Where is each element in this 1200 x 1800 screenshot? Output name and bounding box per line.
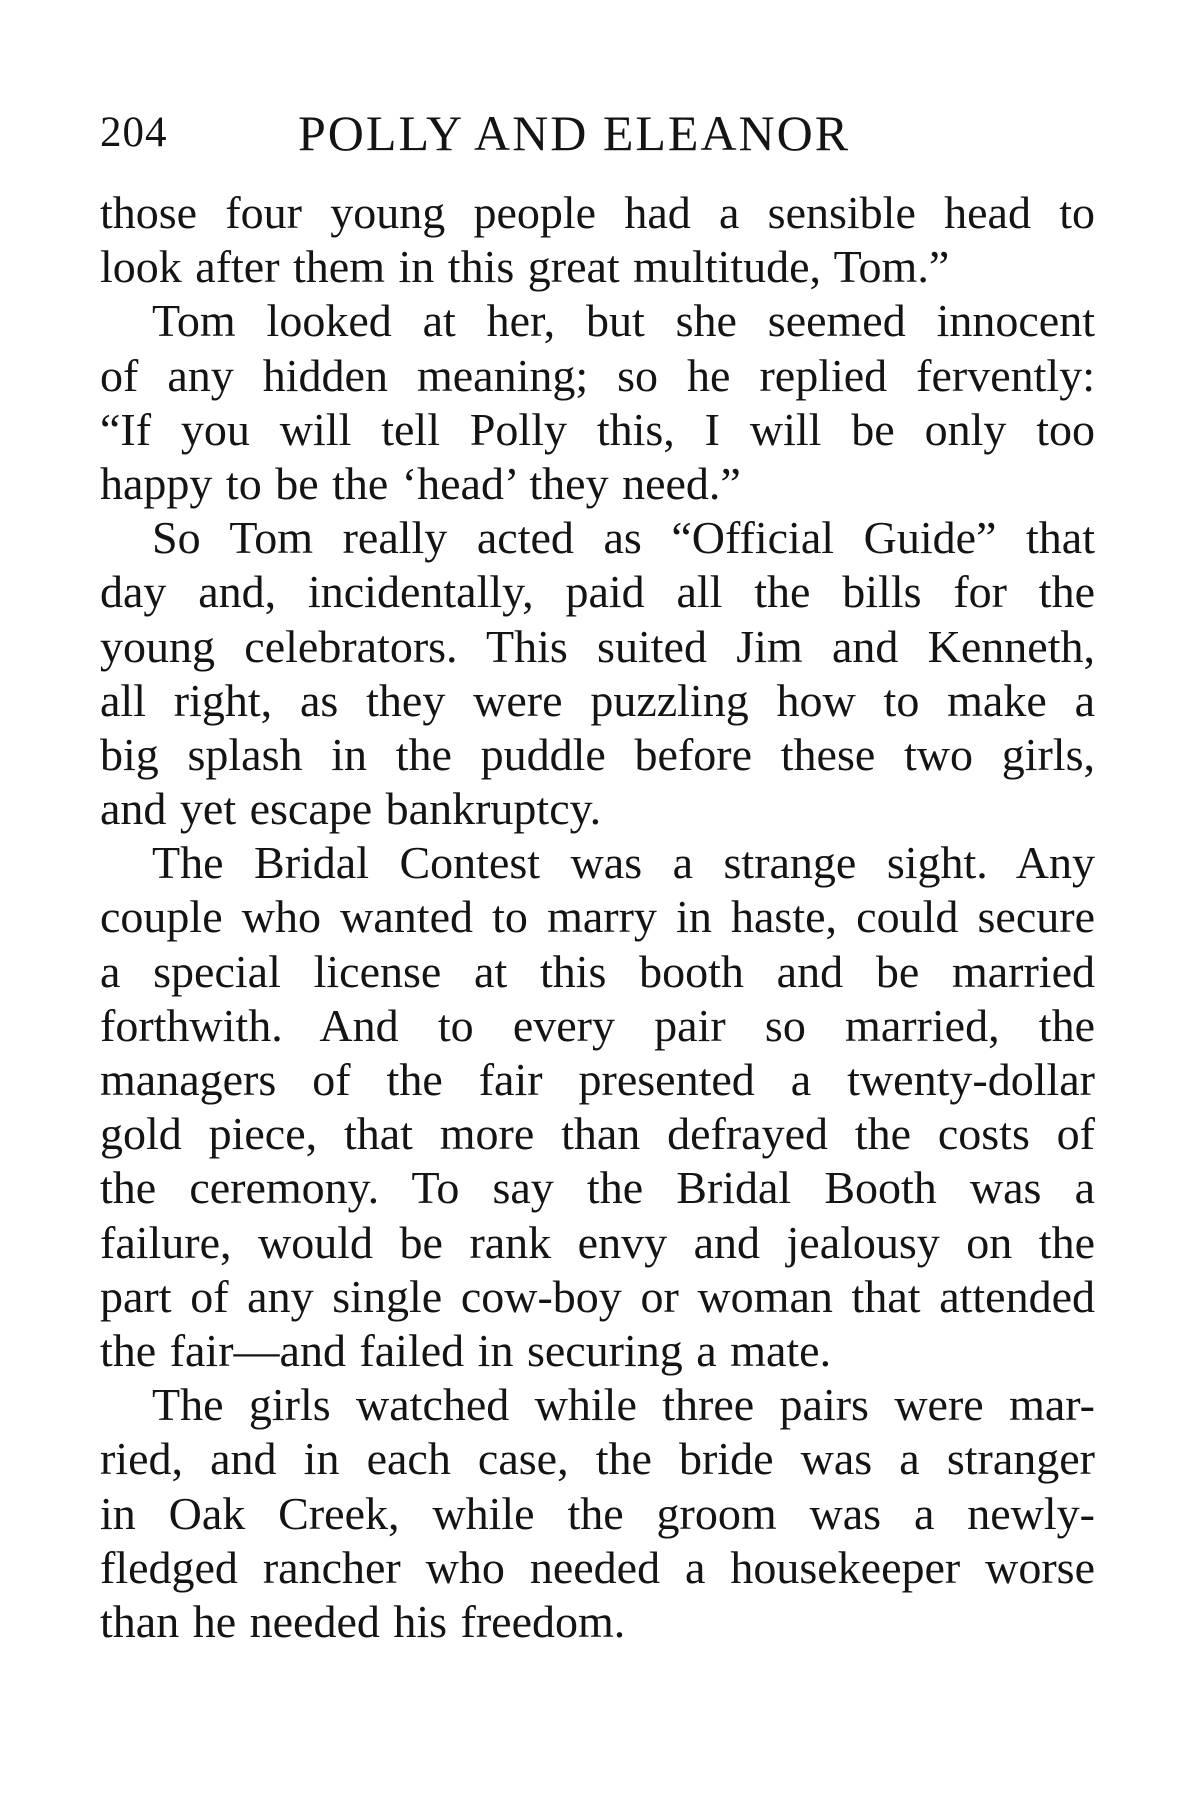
text-line: the ceremony. To say the Bridal Booth was a: [100, 1162, 1095, 1214]
text-line: happy to be the ‘head’ they need.”: [100, 457, 741, 509]
text-line: day and, incidentally, paid all the bills for the: [100, 566, 1095, 618]
text-line: ried, and in each case, the bride was a stranger: [100, 1433, 1095, 1485]
text-line: young celebrators. This suited Jim and Kenneth,: [100, 620, 1095, 672]
text-line: Tom looked at her, but she seemed innocent: [152, 295, 1095, 347]
text-line: The Bridal Contest was a strange sight. Any: [152, 837, 1095, 889]
text-line: and yet escape bankruptcy.: [100, 783, 602, 835]
text-line: forthwith. And to every pair so married, the: [100, 999, 1095, 1051]
page-number: 204: [100, 109, 168, 156]
text-line: big splash in the puddle before these two girls,: [100, 728, 1095, 780]
text-line: all right, as they were puzzling how to make a: [100, 674, 1095, 726]
text-line: fledged rancher who needed a housekeeper worse: [100, 1541, 1095, 1593]
text-line: the fair—and failed in securing a mate.: [100, 1324, 832, 1376]
text-line: couple who wanted to marry in haste, could secure: [100, 891, 1095, 943]
text-line: look after them in this great multitude, Tom.”: [100, 241, 950, 293]
running-title: POLLY AND ELEANOR: [298, 105, 851, 161]
text-line: than he needed his freedom.: [100, 1595, 626, 1647]
text-line: managers of the fair presented a twenty-dollar: [100, 1054, 1095, 1105]
text-line: The girls watched while three pairs were mar-: [152, 1379, 1095, 1431]
text-line: failure, would be rank envy and jealousy on the: [100, 1216, 1095, 1268]
text-line: a special license at this booth and be married: [100, 945, 1095, 997]
text-line: of any hidden meaning; so he replied fervently:: [100, 349, 1095, 401]
text-line: gold piece, that more than defrayed the costs of: [100, 1108, 1095, 1160]
body-text: [100, 186, 1095, 1649]
page-header: [100, 104, 1100, 164]
text-line: in Oak Creek, while the groom was a newly-: [100, 1487, 1095, 1539]
text-line: those four young people had a sensible head to: [100, 187, 1095, 238]
text-line: So Tom really acted as “Official Guide” that: [152, 512, 1095, 564]
text-line: part of any single cow-boy or woman that attended: [100, 1270, 1095, 1322]
text-line: “If you will tell Polly this, I will be only too: [100, 403, 1095, 455]
